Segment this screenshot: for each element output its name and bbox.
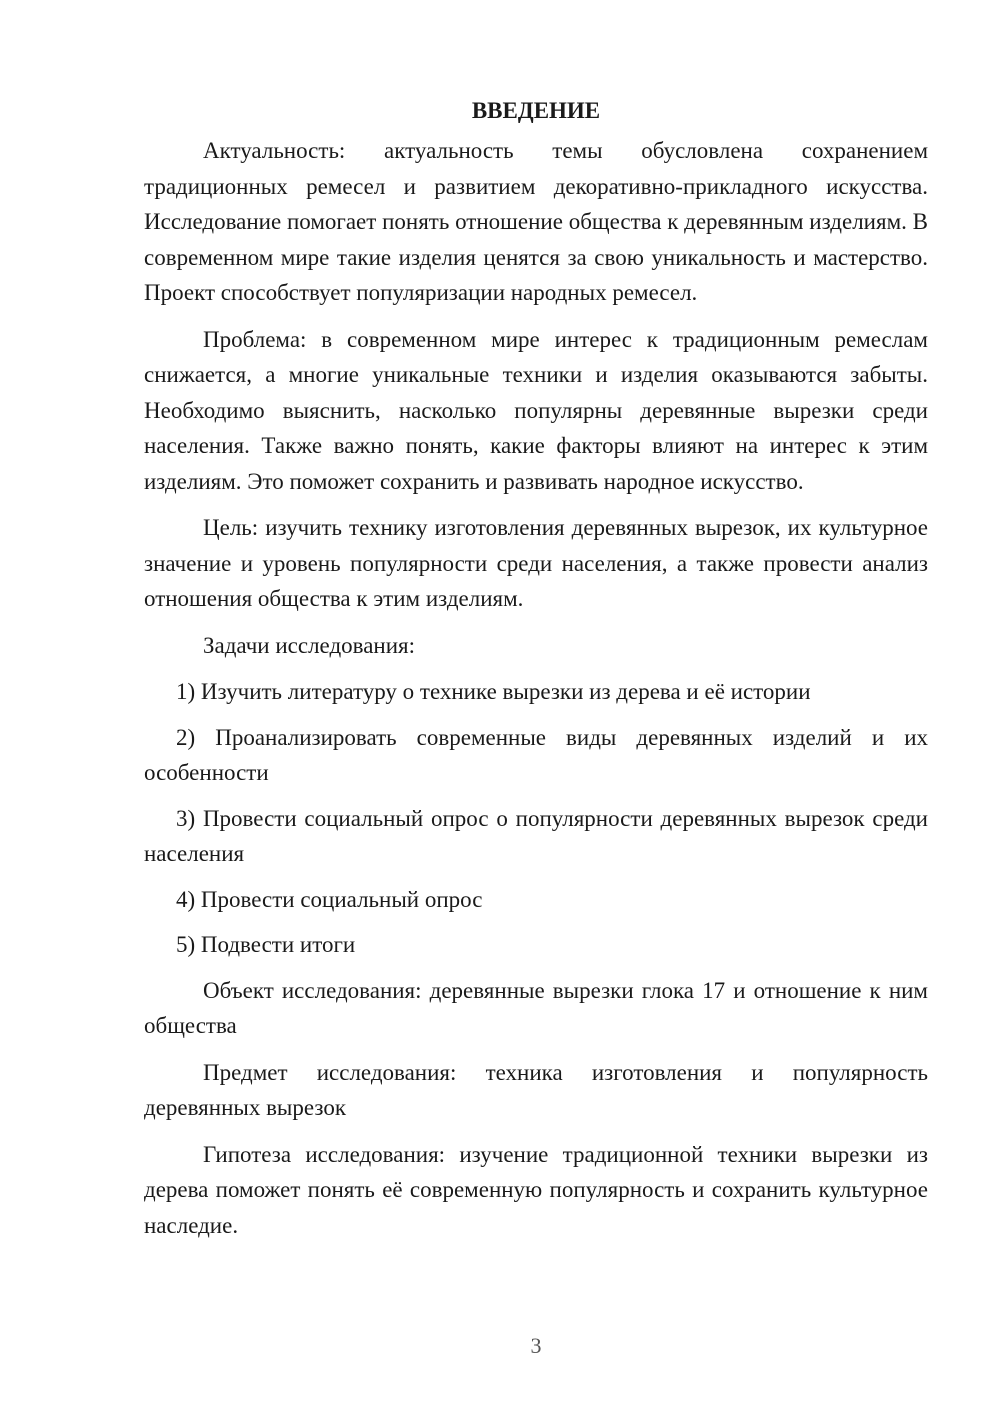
relevance-paragraph: Актуальность: актуальность темы обусловлена сохранением традиционных ремесел и развитием декоративно-прикладного искусства. Исследование помогает понять отношение общества к деревянным изделиям. В современном мире такие изделия ценятся за свою уникальность и мастерство. Проект способствует популяризации народных ремесел. — [144, 138, 928, 305]
hypothesis-paragraph: Гипотеза исследования: изучение традиционной техники вырезки из дерева поможет понять её современную популярность и сохранить культурное наследие. — [144, 1141, 928, 1238]
page-body — [144, 93, 928, 1243]
tasks-title: Задачи исследования: — [203, 632, 416, 658]
goal-paragraph: Цель: изучить технику изготовления деревянных вырезок, их культурное значение и уровень популярности среди населения, а также провести анализ отношения общества к этим изделиям. — [144, 515, 928, 611]
task-item: 2) Проанализировать современные виды деревянных изделий и их особенности — [144, 724, 928, 785]
subject-paragraph: Предмет исследования: техника изготовления и популярность деревянных вырезок — [144, 1059, 928, 1120]
tasks-list — [144, 674, 928, 963]
object-paragraph: Объект исследования: деревянные вырезки глока 17 и отношение к ним общества — [144, 977, 928, 1038]
task-item: 5) Подвести итоги — [176, 932, 356, 957]
task-item: 4) Провести социальный опрос — [176, 886, 483, 912]
task-item: 1) Изучить литературу о технике вырезки из дерева и её истории — [176, 679, 811, 704]
problem-paragraph: Проблема: в современном мире интерес к традиционным ремеслам снижается, а многие уникальные техники и изделия оказываются забыты. Необходимо выяснить, насколько популярны деревянные вырезки среди населения. Также важно понять, какие факторы влияют на интерес к этим изделиям. Это поможет сохранить и развивать народное искусство. — [144, 326, 928, 494]
page-title: ВВЕДЕНИЕ — [471, 98, 601, 123]
task-item: 3) Провести социальный опрос о популярности деревянных вырезок среди населения — [144, 805, 928, 866]
page-number: 3 — [530, 1333, 542, 1358]
